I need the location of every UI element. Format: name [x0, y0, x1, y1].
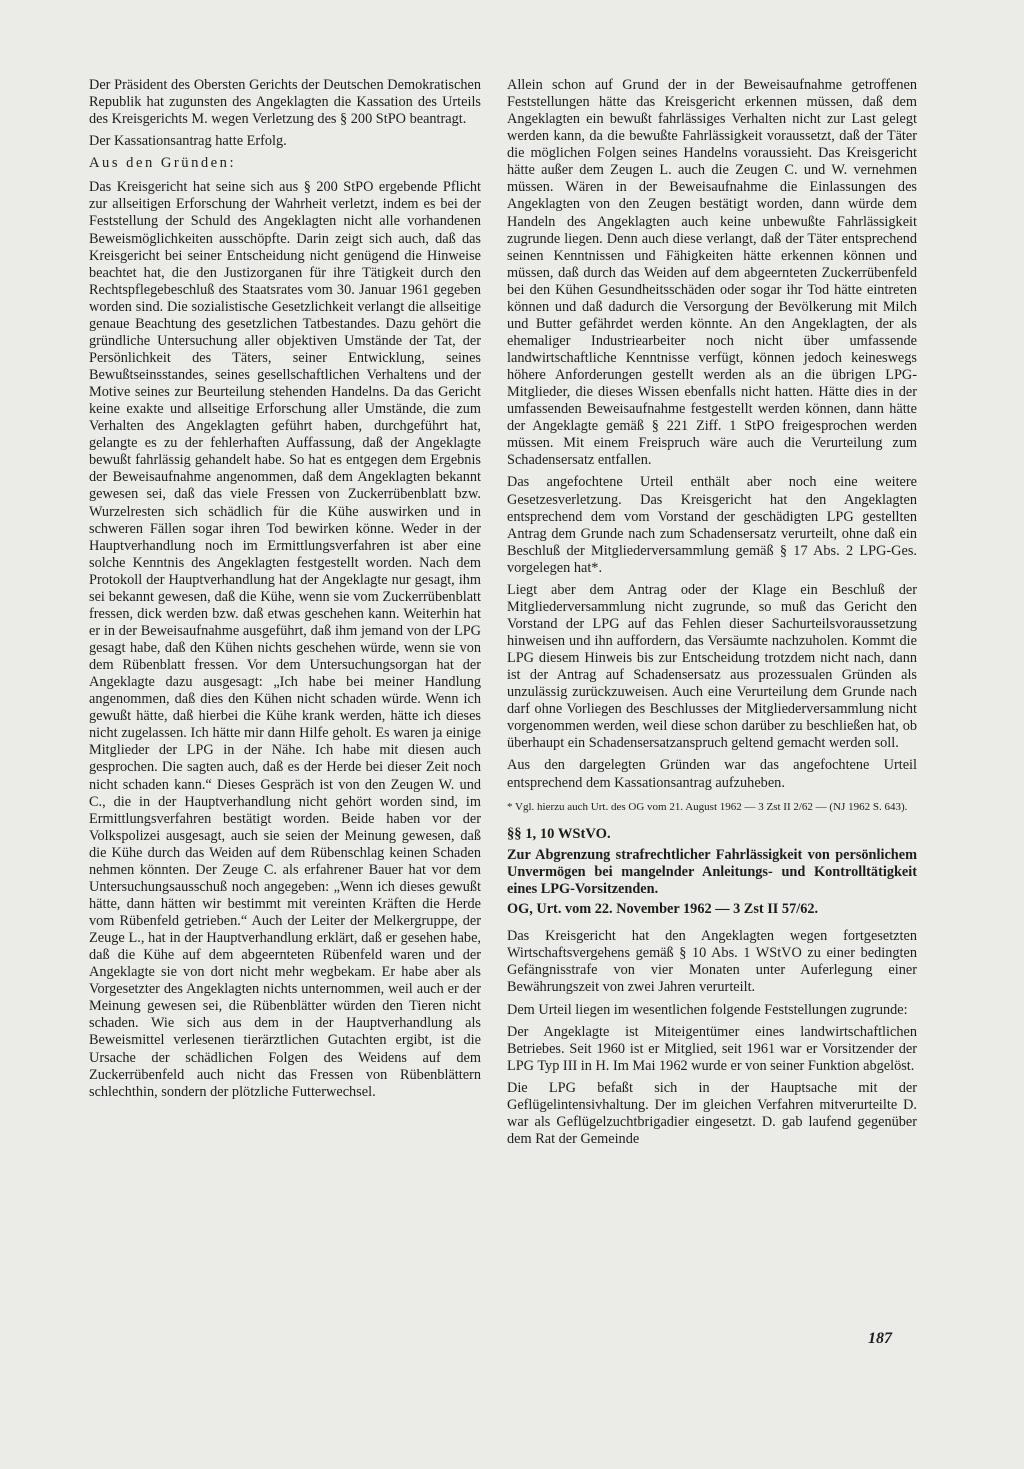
body-paragraph: Der Angeklagte ist Miteigentümer eines landwirtschaftlichen Betriebes. Seit 1960 ist er Mitglied, seit 1961 war er Vorsitzender der LPG Typ III in H. Im Mai 1962 wurde er von seiner Funktion abgelöst.: [507, 1023, 917, 1074]
body-paragraph: Liegt aber dem Antrag oder der Klage ein Beschluß der Mitgliederversammlung nicht zugrunde, so muß das Gericht den Vorstand der LPG auf das Fehlen dieser Sachurteilsvoraussetzung hinweisen und ihn auffordern, das Versäumte nachzuholen. Kommt die LPG diesem Hinweis bis zur Entscheidung trotzdem nicht nach, dann ist der Antrag auf Schadensersatz aus prozessualen Gründen als unzulässig zurückzuweisen. Auch eine Verurteilung dem Grunde nach darf ohne Vorliegen des Beschlusses der Mitgliederversammlung nicht vorgenommen werden, weil diese schon darüber zu beschließen hat, ob überhaupt ein Schadensersatzanspruch geltend gemacht werden soll.: [507, 581, 917, 752]
section-heading: Aus den Gründen:: [89, 155, 237, 172]
case-citation: OG, Urt. vom 22. November 1962 — 3 Zst II 57/62.: [507, 901, 819, 918]
body-paragraph: Aus den dargelegten Gründen war das angefochtene Urteil entsprechend dem Kassationsantrag aufzuheben.: [507, 757, 917, 791]
body-paragraph: Dem Urteil liegen im wesentlichen folgende Feststellungen zugrunde:: [507, 1001, 908, 1018]
body-paragraph: Die LPG befaßt sich in der Hauptsache mit der Geflügelintensivhaltung. Der im gleichen Verfahren mitverurteilte D. war als Geflügelzuchtbrigadier eingesetzt. D. gab laufend gegenüber dem Rat der Gemeinde: [507, 1079, 917, 1147]
case-heading: §§ 1, 10 WStVO.: [507, 826, 611, 843]
case-subtitle: Zur Abgrenzung strafrechtlicher Fahrlässigkeit von persönlichem Unvermögen bei mangelnder Anleitungs- und Kontrolltätigkeit eines LPG-Vorsitzenden.: [507, 847, 917, 898]
right-column: [507, 77, 917, 1153]
body-paragraph: Allein schon auf Grund der in der Beweisaufnahme getroffenen Feststellungen hätte das Kreisgericht erkennen müssen, daß dem Angeklagten ein bewußt fahrlässiges Verhalten nicht zur Last gelegt werden kann, da die bewußte Fahrlässigkeit voraussetzt, daß der Täter die möglichen Folgen seines Handelns voraussieht. Das Kreisgericht hätte außer dem Zeugen L. auch die Zeugen C. und W. vernehmen müssen. Wären in der Beweisaufnahme die Einlassungen des Angeklagten von den Zeugen bestätigt worden, dann würde dem Handeln des Angeklagten auch keine unbewußte Fahrlässigkeit zugrunde liegen. Denn auch diese verlangt, daß der Täter entsprechend seinen Kenntnissen und Fähigkeiten hätte erkennen können und müssen, daß durch das Weiden auf dem abgeernteten Zuckerrübenfeld bei den Kühen Gesundheitsschäden oder sogar ihr Tod hätte eintreten können und daß dadurch die Versorgung der Bevölkerung mit Milch und Butter gefährdet werden könnte. An den Angeklagten, der als ehemaliger Industriearbeiter noch nicht über umfassende landwirtschaftliche Kenntnisse verfügt, können jedoch keineswegs höhere Anforderungen gestellt werden als an die übrigen LPG-Mitglieder, die dieses Wissen ebenfalls nicht hatten. Hätte dies in der umfassenden Beweisaufnahme festgestellt werden können, dann hätte der Angeklagte gemäß § 221 Ziff. 1 StPO freigesprochen werden müssen. Mit einem Freispruch wäre auch die Verurteilung zum Schadensersatz entfallen.: [507, 77, 917, 469]
body-paragraph: Das Kreisgericht hat den Angeklagten wegen fortgesetzten Wirtschaftsvergehens gemäß § 10 Abs. 1 WStVO zu einer bedingten Gefängnisstrafe von vier Monaten unter Auferlegung einer Bewährungszeit von zwei Jahren verurteilt.: [507, 928, 917, 996]
outcome-paragraph: Der Kassationsantrag hatte Erfolg.: [89, 133, 287, 150]
body-paragraph: Das Kreisgericht hat seine sich aus § 200 StPO ergebende Pflicht zur allseitigen Erforschung der Wahrheit verletzt, indem es bei der Feststellung der Schuld des Angeklagten nicht alle vorhandenen Beweismöglichkeiten ausschöpfte. Darin zeigt sich auch, daß das Kreisgericht bei seiner Entscheidung nicht genügend die Hinweise beachtet hat, die den Justizorganen für ihre Tätigkeit durch den Rechtspflegebeschluß des Staatsrates vom 30. Januar 1961 gegeben worden sind. Die sozialistische Gesetzlichkeit verlangt die allseitige genaue Beachtung des gesetzlichen Tatbestandes. Dazu gehört die gründliche Untersuchung aller objektiven Umstände der Tat, der Persönlichkeit des Täters, seiner Entwicklung, seines Bewußtseinsstandes, seines gesellschaftlichen Verhaltens und der Motive seines zur Beurteilung stehenden Handelns. Da das Gericht keine exakte und allseitige Erforschung aller Umstände, die zum Verhalten des Angeklagten geführt haben, durchgeführt hat, gelangte es zu der fehlerhaften Auffassung, daß der Angeklagte bewußt fahrlässig gehandelt habe. So hat es entgegen dem Ergebnis der Beweisaufnahme angenommen, daß dem Angeklagten bekannt gewesen sei, daß das viele Fressen von Zuckerrübenblatt bzw. Wurzelresten sich schädlich für die Kühe auswirken und in schweren Fällen sogar ihren Tod bewirken könne. Weder in der Hauptverhandlung noch im Ermittlungsverfahren ist aber eine solche Kenntnis des Angeklagten festgestellt worden. Nach dem Protokoll der Hauptverhandlung hat der Angeklagte nur gesagt, ihm sei bekannt gewesen, daß die Kühe, wenn sie vom Zuckerrübenblatt fressen, dick werden bzw. daß etwas geschehen kann. Weiterhin hat er in der Beweisaufnahme ausgeführt, daß ihm jemand von der LPG gesagt habe, daß den Kühen nichts geschehen würde, wenn sie von dem Rübenblatt fressen. Vor dem Untersuchungsorgan hat der Angeklagte dazu ausgesagt: „Ich habe bei meiner Handlung angenommen, daß dies den Kühen nicht schaden würde. Wenn ich gewußt hätte, daß hierbei die Kühe krank werden, hätte ich dieses nicht zugelassen. Ich hätte mir dann Hilfe geholt. Es waren ja einige Mitglieder der LPG in der Nähe. Ich habe mit diesen auch gesprochen. Die sagten auch, daß es der Herde bei dieser Zeit noch nicht schaden kann.“ Dieses Gespräch ist von den Zeugen W. und C., die in der Hauptverhandlung nicht gehört worden sind, im Ermittlungsverfahren bestätigt worden. Beide haben vor der Volkspolizei ausgesagt, auch sie seien der Meinung gewesen, daß die Kühe durch das Weiden auf dem Rübenschlag keinen Schaden nehmen könnten. Der Zeuge C. als erfahrener Bauer hat vor dem Untersuchungsausschuß noch angegeben: „Wenn ich dieses gewußt hätte, dann hätten wir bestimmt mit vereinten Kräften die Herde vom Rübenfeld getrieben.“ Auch der Leiter der Melkergruppe, der Zeuge L., hat in der Hauptverhandlung erklärt, daß er gesehen habe, daß die Kühe auf dem abgeernteten Rübenfeld waren und der Angeklagte sie von dort nicht mehr wegbekam. Er habe aber als Vorgesetzter des Angeklagten nichts unternommen, weil auch er der Meinung gewesen sei, die Rübenblätter würden den Tieren nicht schaden. Wie sich aus dem in der Hauptverhandlung als Beweismittel verlesenen tierärztlichen Gutachten ergibt, ist die Ursache der schädlichen Folgen des Weidens auf dem Zuckerrübenfeld auch nicht das Fressen von Rübenblättern schlechthin, sondern der plötzliche Futterwechsel.: [89, 179, 481, 1100]
page-number: 187: [868, 1330, 892, 1347]
footnote: * Vgl. hierzu auch Urt. des OG vom 21. August 1962 — 3 Zst II 2/62 — (NJ 1962 S. 643).: [507, 800, 908, 813]
body-paragraph: Das angefochtene Urteil enthält aber noch eine weitere Gesetzesverletzung. Das Kreisgericht hat den Angeklagten entsprechend dem vom Vorstand der geschädigten LPG gestellten Antrag dem Grunde nach zum Schadensersatz verurteilt, ohne daß ein Beschluß der Mitgliederversammlung gemäß § 17 Abs. 2 LPG-Ges. vorgelegen hat*.: [507, 474, 917, 576]
intro-paragraph: Der Präsident des Obersten Gerichts der Deutschen Demokratischen Republik hat zugunsten des Angeklagten die Kassation des Urteils des Kreisgerichts M. wegen Verletzung des § 200 StPO beantragt.: [89, 77, 481, 128]
left-column: [89, 77, 481, 1106]
